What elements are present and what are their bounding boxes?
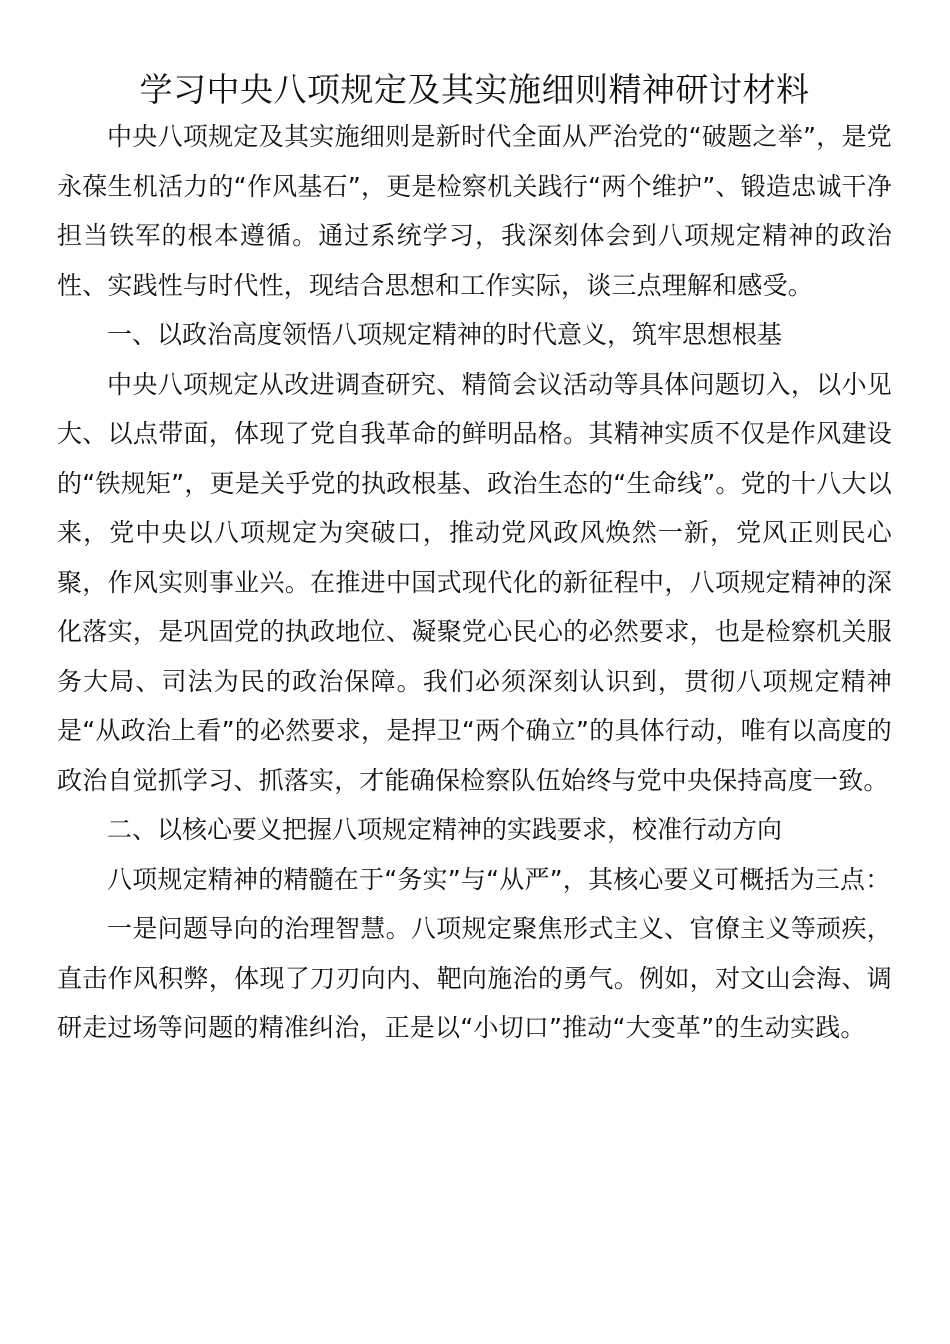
section-heading-2: 二、以核心要义把握八项规定精神的实践要求，校准行动方向: [107, 815, 783, 844]
section-heading-1: 一、以政治高度领悟八项规定精神的时代意义，筑牢思想根基: [107, 320, 783, 349]
document-page: [57, 68, 892, 1053]
section-2-intro-paragraph: 八项规定精神的精髓在于“务实”与“从严”，其核心要义可概括为三点：: [107, 864, 891, 894]
intro-paragraph: 中央八项规定及其实施细则是新时代全面从严治党的“破题之举”，是党永葆生机活力的“作风基石”，更是检察机关践行“两个维护”、锻造忠诚干净担当铁军的根本遵循。通过系统学习，我深刻体会到八项规定精神的政治性、实践性与时代性，现结合思想和工作实际，谈三点理解和感受。: [57, 122, 892, 300]
section-2-point-1-paragraph: 一是问题导向的治理智慧。八项规定聚焦形式主义、官僚主义等顽疾，直击作风积弊，体现了刀刃向内、靶向施治的勇气。例如，对文山会海、调研走过场等问题的精准纠治，正是以“小切口”推动“大变革”的生动实践。: [57, 914, 892, 1042]
section-1-paragraph: 中央八项规定从改进调查研究、精简会议活动等具体问题切入，以小见大、以点带面，体现了党自我革命的鲜明品格。其精神实质不仅是作风建设的“铁规矩”，更是关乎党的执政根基、政治生态的“生命线”。党的十八大以来，党中央以八项规定为突破口，推动党风政风焕然一新，党风正则民心聚，作风实则事业兴。在推进中国式现代化的新征程中，八项规定精神的深化落实，是巩固党的执政地位、凝聚党心民心的必然要求，也是检察机关服务大局、司法为民的政治保障。我们必须深刻认识到，贯彻八项规定精神是“从政治上看”的必然要求，是捍卫“两个确立”的具体行动，唯有以高度的政治自觉抓学习、抓落实，才能确保检察队伍始终与党中央保持高度一致。: [57, 369, 892, 795]
document-title: 学习中央八项规定及其实施细则精神研讨材料: [139, 70, 810, 109]
